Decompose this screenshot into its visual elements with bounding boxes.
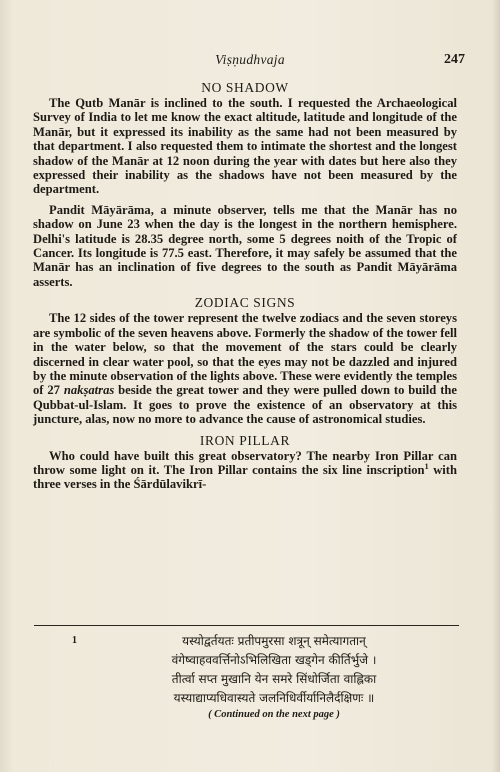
footnote-mark: 1: [72, 635, 77, 646]
paragraph-text: beside the great tower and they were pulled down to build the Qubbat-ul-Islam. It goes to prove the existence of an observatory at this juncture, alas, now no more to advance the cause of astronomical studies.: [33, 383, 457, 427]
paragraph-text: The 12 sides of the tower represent the twelve zodiacs and the seven storeys are symbolic of the seven heavens above. Formerly the shadow of the tower fell in the water below, so that the movement of the stars could be clearly discerned in clear water pool, so that the eyes may not be dazzled and injured by the minute observation of the lights above. These were evidently the temples of 27: [33, 311, 457, 398]
paragraph-text: with three verses in the Śārdūlavikrī-: [33, 462, 457, 492]
footnote-verse-line: वंगेष्वाहववर्त्तिनोऽभिलिखिता खड्गेन कीर्तिर्भुजे ।: [171, 653, 377, 667]
paragraph-iron-pillar: [33, 449, 457, 492]
page-number: 247: [444, 52, 465, 67]
body-text: [33, 80, 457, 498]
page-edge-shadow: [492, 0, 500, 772]
running-title: Viṣṇudhvaja: [215, 52, 285, 67]
section-heading-iron-pillar: IRON PILLAR: [199, 432, 291, 448]
paragraph-no-shadow-1: The Qutb Manār is inclined to the south. I requested the Archaeological Survey of India to let me know the exact altitude, latitude and longitude of the Manār, but it expressed its inability as the same had not been measured by that department. I also requested them to intimate the shortest and the longest shadow of the Manār at 12 noon during the year with dates but here also they expressed their inability as the shadows have not been measured by the department.: [33, 96, 457, 197]
section-heading-zodiac-signs: ZODIAC SIGNS: [194, 295, 296, 311]
footnote-divider: [34, 625, 459, 626]
footnote-verse-line: तीर्त्वा सप्त मुखानि येन समरे सिंधोर्जिता वाह्लिका: [171, 672, 377, 686]
footnote-reference: 1: [424, 461, 429, 471]
paragraph-no-shadow-2: Pandit Māyārāma, a minute observer, tells me that the Manār has no shadow on June 23 when the day is the longest in the northern hemisphere. Delhi's latitude is 28.35 degree north, some 5 degrees noith of the Tropic of Cancer. Its longitude is 77.5 east. Therefore, it may safely be assumed that the Manār has an inclination of five degrees to the south as Pandit Māyārāma asserts.: [33, 202, 457, 289]
footnote-verse-line: यस्याद्याप्यधिवास्यते जलनिधिर्वीर्यानिलैर्दक्षिणः ॥: [173, 691, 375, 705]
section-heading-no-shadow: NO SHADOW: [201, 80, 289, 95]
footnote-verse-line: यस्योद्वर्तयतः प्रतीपमुरसा शत्रून् समेत्यागतान्: [182, 634, 366, 648]
paragraph-zodiac-signs: [33, 311, 457, 426]
paragraph-text: Who could have built this great observatory? The nearby Iron Pillar can throw some light on it. The Iron Pillar contains the six line inscription: [33, 448, 457, 477]
footnote-verse: [90, 632, 458, 722]
continued-note: ( Continued on the next page ): [208, 709, 340, 720]
italic-term: nakṣatras: [63, 383, 115, 398]
